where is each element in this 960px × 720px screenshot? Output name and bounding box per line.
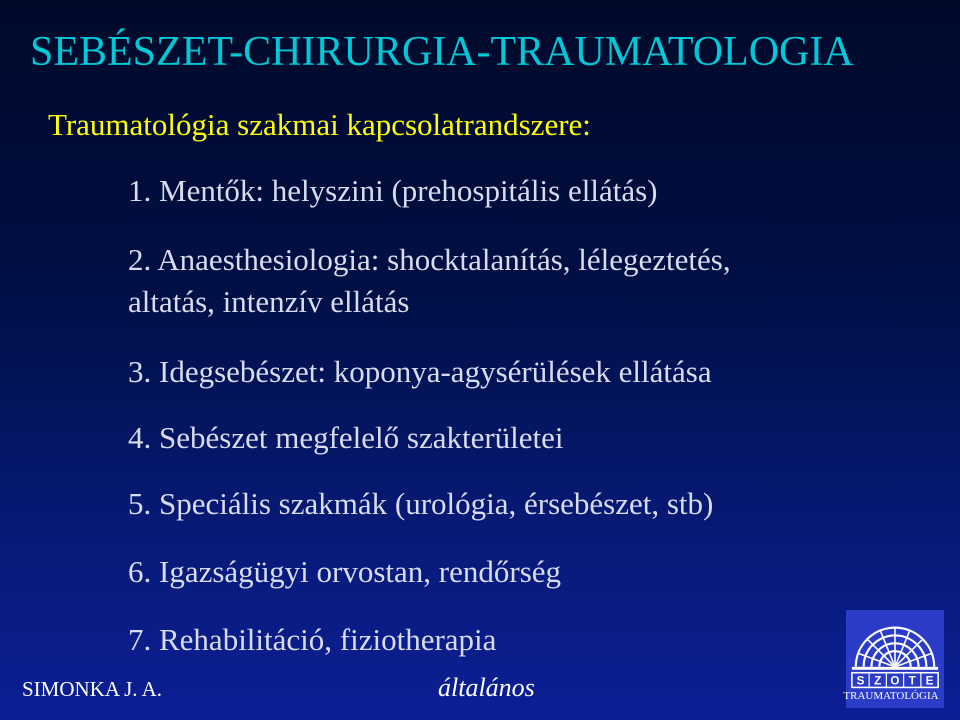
logo-caption: TRAUMATOLÓGIA [843, 690, 939, 702]
footer-topic: általános [438, 673, 535, 702]
logo-letter: S [856, 674, 865, 688]
list-item: 5. Speciális szakmák (urológia, érsebészet, stb) [128, 486, 714, 521]
list-item: 3. Idegsebészet: koponya-agysérülések ellátása [128, 354, 712, 389]
slide-title: SEBÉSZET-CHIRURGIA-TRAUMATOLOGIA [30, 29, 854, 75]
list-item: 1. Mentők: helyszini (prehospitális ellátás) [128, 173, 658, 208]
footer-author: SIMONKA J. A. [22, 677, 163, 701]
logo-letter: T [908, 674, 916, 688]
list-item: 2. Anaesthesiologia: shocktalanítás, lélegeztetés, [128, 242, 731, 277]
logo-letter: O [890, 674, 900, 688]
slide-subtitle: Traumatológia szakmai kapcsolatrandszere: [48, 107, 591, 142]
logo-letter: Z [874, 674, 882, 688]
list-item: 7. Rehabilitáció, fiziotherapia [128, 622, 497, 657]
logo-letter: E [925, 674, 934, 688]
list-item: 4. Sebészet megfelelő szakterületei [128, 420, 564, 455]
list-item: 6. Igazságügyi orvostan, rendőrség [128, 554, 562, 589]
list-item-continuation: altatás, intenzív ellátás [128, 284, 410, 319]
